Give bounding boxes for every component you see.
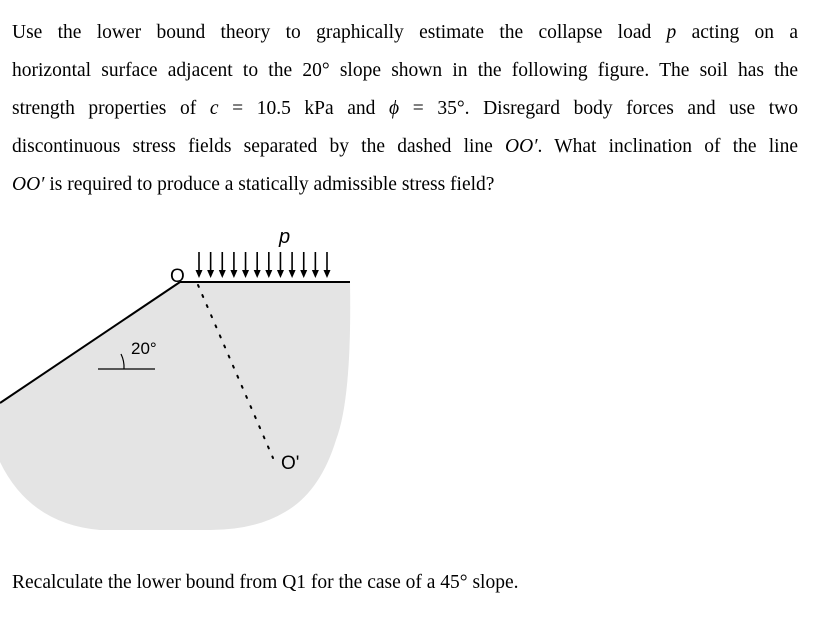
problem-text: discontinuous stress fields separated by the dashed line bbox=[12, 136, 506, 157]
problem-line-1 bbox=[12, 14, 798, 52]
problem-text: Use the lower bound theory to graphically estimate the collapse load bbox=[12, 22, 667, 43]
load-arrow-head bbox=[277, 270, 284, 278]
load-arrow-head bbox=[230, 270, 237, 278]
line-oo-variable: OO′ bbox=[505, 136, 538, 157]
load-arrow-head bbox=[312, 270, 319, 278]
load-arrow-head bbox=[324, 270, 331, 278]
cohesion-variable: c bbox=[209, 98, 219, 119]
point-o-prime-label: O' bbox=[281, 453, 300, 474]
problem-text: = 35°. Disregard body forces and use two bbox=[399, 98, 799, 119]
load-arrow-head bbox=[207, 270, 214, 278]
problem-line-4 bbox=[12, 128, 798, 166]
line-oo-variable: OO′ bbox=[12, 174, 45, 195]
problem-text: strength properties of bbox=[12, 98, 210, 119]
load-variable: p bbox=[666, 22, 677, 43]
problem-text: acting on a bbox=[676, 22, 798, 43]
friction-angle-variable: ϕ bbox=[389, 98, 400, 119]
soil-region bbox=[0, 282, 350, 530]
point-o-label: O bbox=[170, 266, 185, 287]
followup-question: Recalculate the lower bound from Q1 for the case of a 45° slope. bbox=[12, 572, 519, 593]
problem-line-2 bbox=[12, 52, 798, 90]
problem-text: horizontal surface adjacent to the 20° slope shown in the following figure. The soil has the bbox=[12, 60, 798, 81]
problem-text: . What inclination of the line bbox=[537, 136, 798, 157]
problem-text: = 10.5 kPa and bbox=[218, 98, 390, 119]
slope-figure bbox=[0, 222, 829, 552]
problem-line-3 bbox=[12, 90, 798, 128]
load-arrow-head bbox=[300, 270, 307, 278]
load-arrow-head bbox=[265, 270, 272, 278]
load-arrow-head bbox=[219, 270, 226, 278]
problem-text: is required to produce a statically admissible stress field? bbox=[44, 174, 495, 195]
slope-angle-label: 20° bbox=[131, 339, 157, 358]
load-arrow-head bbox=[242, 270, 249, 278]
load-arrow-head bbox=[196, 270, 203, 278]
load-label: p bbox=[279, 226, 291, 248]
load-arrow-head bbox=[289, 270, 296, 278]
distributed-load bbox=[196, 252, 331, 278]
problem-line-5 bbox=[12, 166, 798, 204]
problem-statement bbox=[12, 14, 798, 204]
load-arrow-head bbox=[254, 270, 261, 278]
